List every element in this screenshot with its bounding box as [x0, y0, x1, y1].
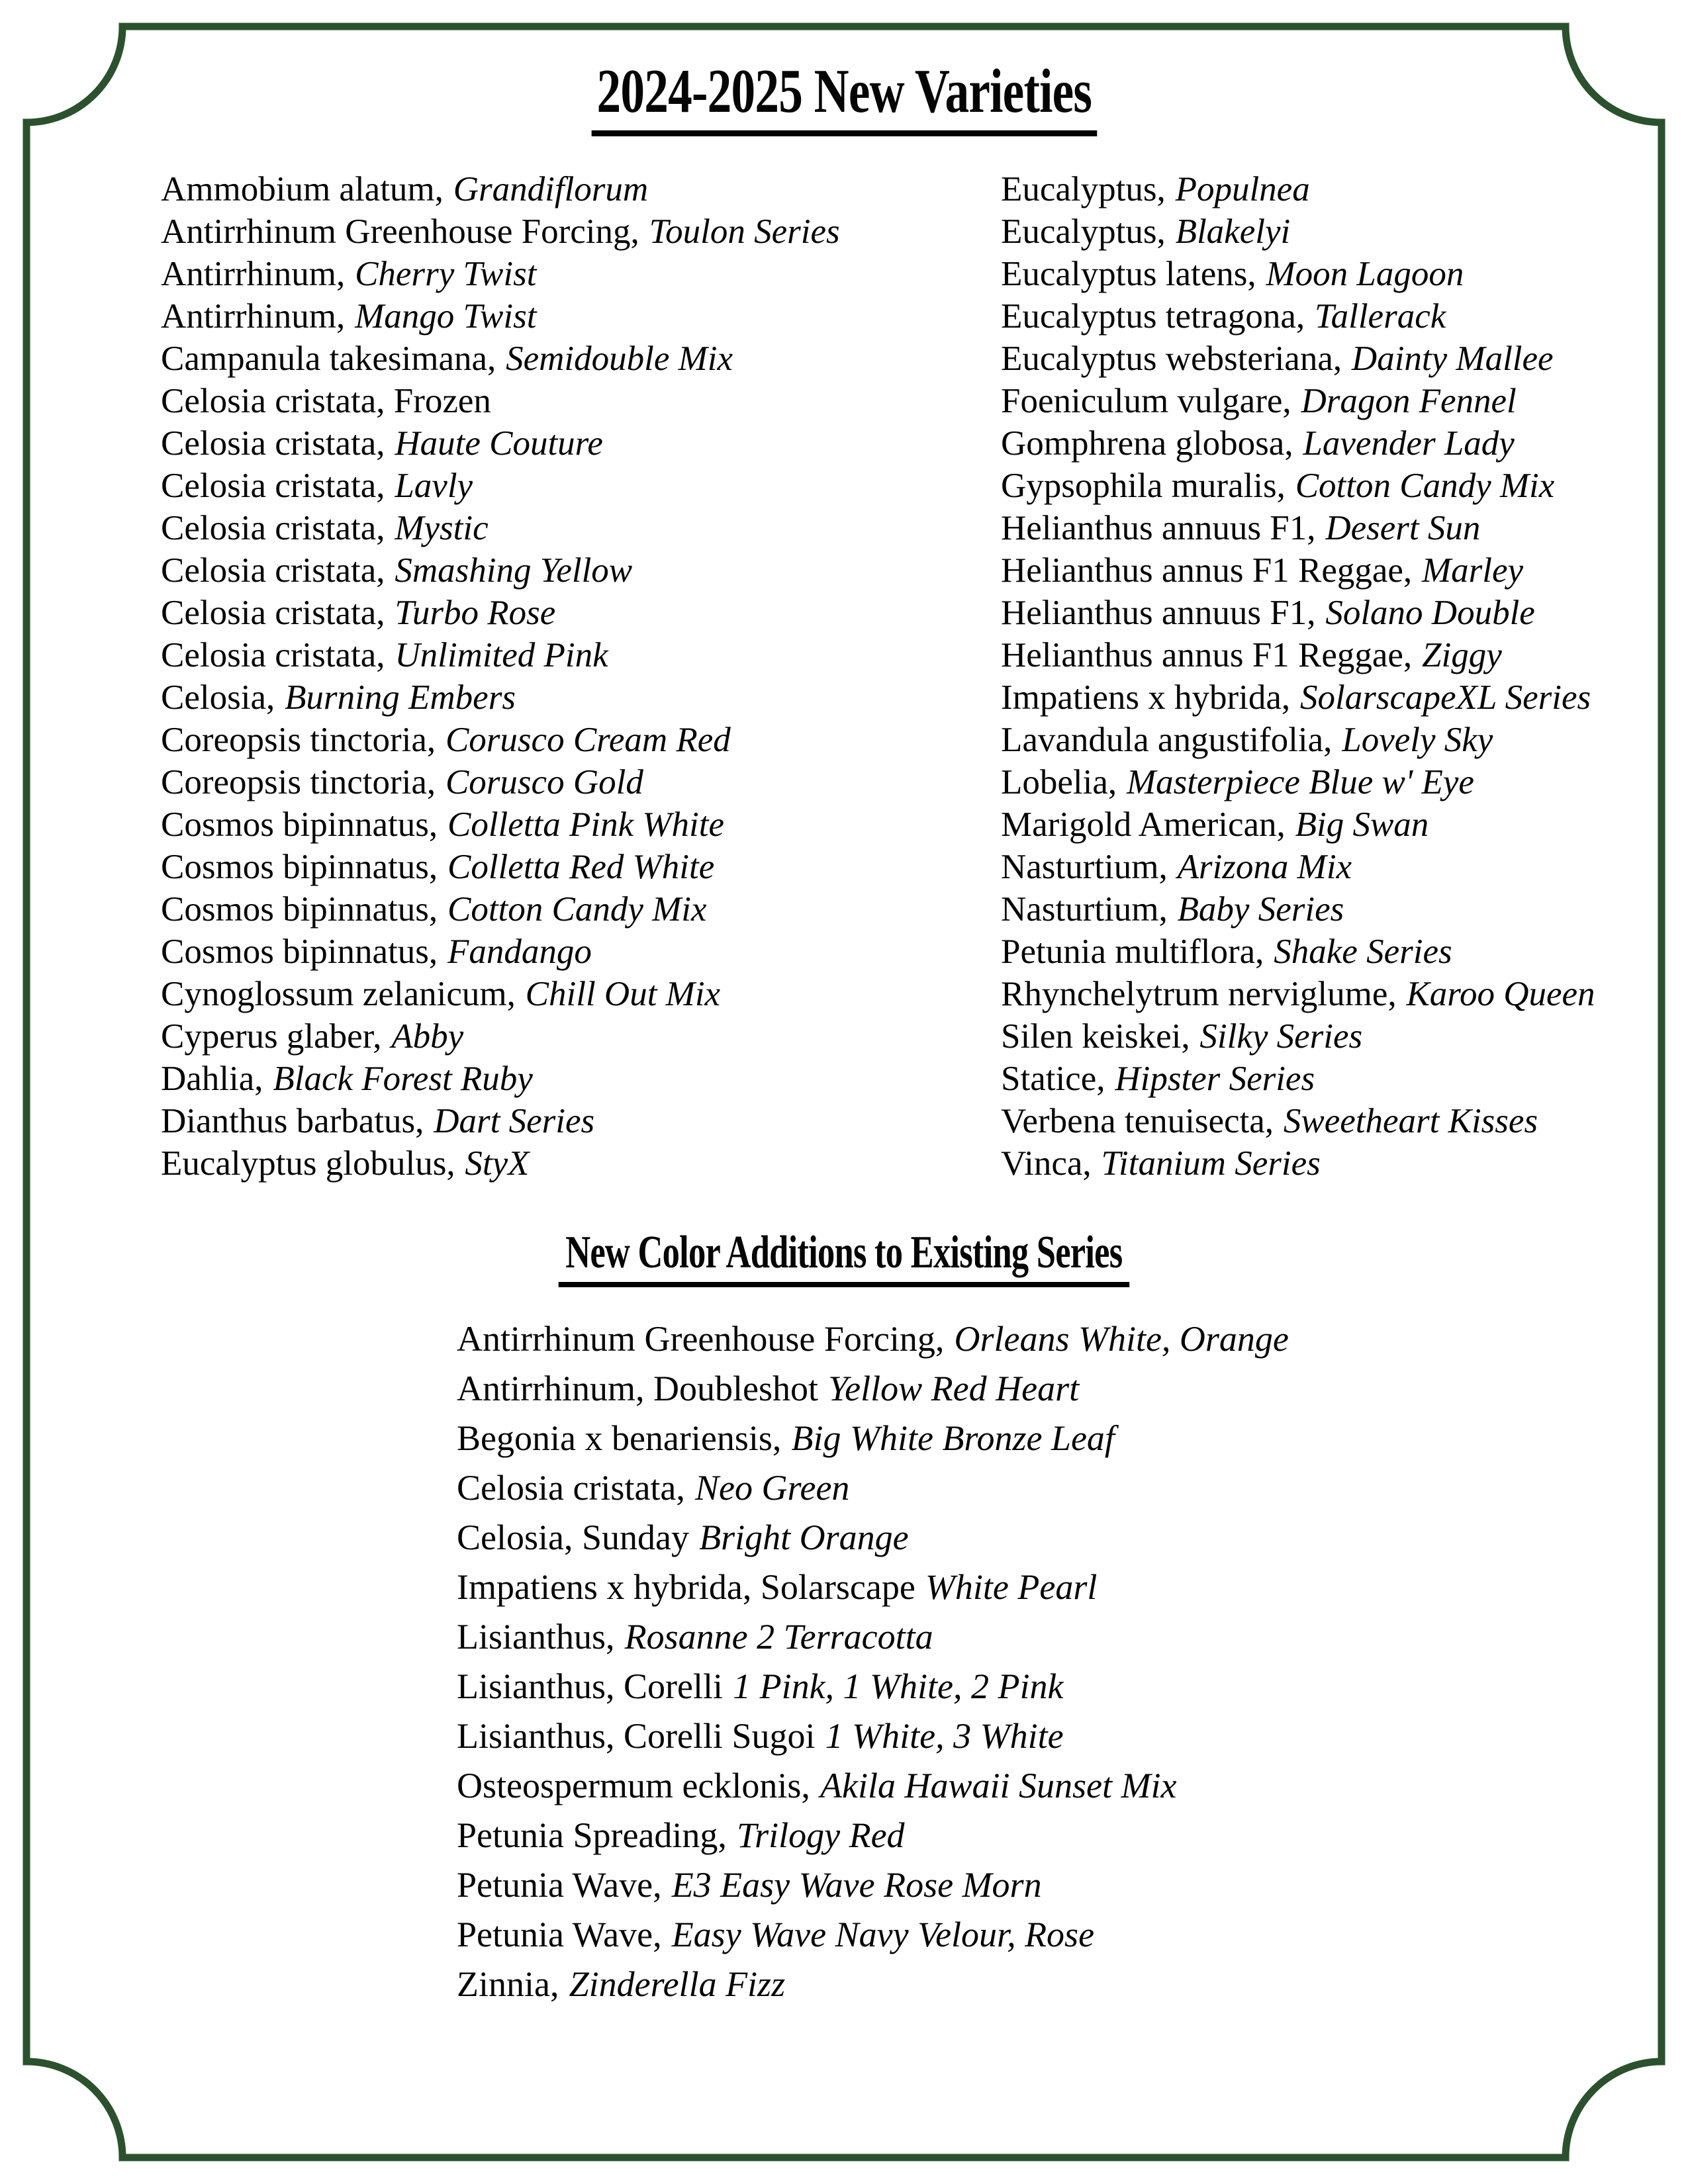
variety-name: Silky Series [1199, 1017, 1363, 1056]
list-item [161, 931, 840, 973]
list-item [1001, 888, 1595, 931]
variety-name: Zinderella Fizz [569, 1964, 786, 2004]
plant-name: Celosia cristata, [457, 1468, 685, 1508]
list-item [161, 973, 840, 1015]
plant-name: Antirrhinum, Doubleshot [457, 1369, 818, 1408]
variety-name: Grandiflorum [453, 170, 649, 208]
variety-name: Big Swan [1295, 805, 1429, 844]
variety-name: Populnea [1175, 170, 1310, 208]
list-item [1001, 803, 1595, 846]
list-item [457, 1811, 1289, 1860]
list-item [161, 1142, 840, 1185]
plant-name: Dahlia, [161, 1060, 263, 1098]
variety-name: Fandango [447, 933, 592, 971]
list-item [161, 888, 840, 931]
plant-name: Cosmos bipinnatus, [161, 848, 438, 886]
variety-name: Lavly [395, 467, 473, 505]
plant-name: Petunia Wave, [457, 1915, 662, 1954]
list-item [161, 1058, 840, 1100]
plant-name: Eucalyptus websteriana, [1001, 340, 1342, 378]
list-item [161, 676, 840, 719]
list-item [457, 1612, 1289, 1662]
plant-name: Campanula takesimana, [161, 340, 496, 378]
variety-name: Trilogy Red [737, 1815, 905, 1855]
list-item [161, 295, 840, 338]
variety-name: Easy Wave Navy Velour, Rose [671, 1915, 1095, 1954]
plant-name: Cosmos bipinnatus, [161, 805, 438, 844]
variety-name: StyX [465, 1144, 530, 1183]
list-item [457, 1662, 1289, 1711]
list-item [1001, 465, 1595, 507]
variety-name: Dainty Mallee [1351, 340, 1554, 378]
plant-name: Lisianthus, Corelli [457, 1666, 723, 1706]
plant-name: Eucalyptus tetragona, [1001, 297, 1305, 336]
variety-name: Ziggy [1422, 636, 1502, 674]
variety-name: Dart Series [434, 1102, 595, 1140]
variety-name: Orleans White, Orange [954, 1319, 1289, 1359]
list-item [161, 1100, 840, 1142]
list-item [161, 210, 840, 253]
variety-name: 1 Pink, 1 White, 2 Pink [733, 1666, 1064, 1706]
plant-name: Vinca, [1001, 1144, 1092, 1183]
variety-name: Lovely Sky [1342, 721, 1493, 759]
plant-name: Celosia cristata, [161, 467, 385, 505]
variety-name: Big White Bronze Leaf [791, 1418, 1115, 1458]
plant-name: Nasturtium, [1001, 848, 1168, 886]
plant-name: Impatiens x hybrida, Solarscape [457, 1567, 915, 1607]
list-item [1001, 338, 1595, 380]
plant-name: Lisianthus, Corelli Sugoi [457, 1716, 816, 1756]
list-item [457, 1960, 1289, 2009]
variety-name: Titanium Series [1101, 1144, 1321, 1183]
plant-name: Foeniculum vulgare, [1001, 382, 1291, 420]
variety-name: Abby [391, 1017, 464, 1056]
plant-name: Celosia, [161, 678, 275, 717]
plant-name: Celosia cristata, Frozen [161, 382, 491, 420]
variety-name: Semidouble Mix [506, 340, 733, 378]
list-item [1001, 1058, 1595, 1100]
page-title-text: 2024-2025 New Varieties [591, 57, 1096, 136]
variety-name: Bright Orange [699, 1518, 909, 1557]
list-item [1001, 507, 1595, 549]
list-item [1001, 846, 1595, 888]
list-item [161, 634, 840, 676]
plant-name: Celosia cristata, [161, 636, 385, 674]
page-title [0, 57, 1688, 136]
plant-name: Petunia Spreading, [457, 1815, 727, 1855]
list-item [457, 1860, 1289, 1910]
variety-name: Cherry Twist [355, 255, 537, 293]
new-varieties-right-column [1001, 168, 1595, 1185]
variety-name: Lavender Lady [1303, 424, 1515, 463]
variety-name: Neo Green [695, 1468, 850, 1508]
variety-name: Burning Embers [285, 678, 516, 717]
variety-name: Cotton Candy Mix [1295, 467, 1555, 505]
variety-name: Hipster Series [1115, 1060, 1315, 1098]
plant-name: Petunia Wave, [457, 1865, 662, 1905]
list-item [1001, 253, 1595, 295]
list-item [161, 338, 840, 380]
list-item [1001, 676, 1595, 719]
list-item [457, 1463, 1289, 1513]
list-item [161, 719, 840, 761]
list-item [457, 1364, 1289, 1414]
variety-name: Chill Out Mix [525, 975, 721, 1013]
color-additions-list [457, 1314, 1289, 2009]
plant-name: Antirrhinum, [161, 255, 346, 293]
plant-name: Gypsophila muralis, [1001, 467, 1286, 505]
list-item [161, 846, 840, 888]
list-item [1001, 719, 1595, 761]
list-item [1001, 422, 1595, 465]
list-item [1001, 549, 1595, 592]
variety-name: Yellow Red Heart [828, 1369, 1080, 1408]
variety-name: Masterpiece Blue w' Eye [1126, 763, 1474, 801]
plant-name: Osteospermum ecklonis, [457, 1766, 810, 1805]
variety-name: Karoo Queen [1406, 975, 1595, 1013]
plant-name: Eucalyptus globulus, [161, 1144, 455, 1183]
plant-name: Celosia cristata, [161, 509, 385, 547]
list-item [1001, 295, 1595, 338]
list-item [1001, 210, 1595, 253]
plant-name: Helianthus annuus F1, [1001, 509, 1316, 547]
plant-name: Petunia multiflora, [1001, 933, 1264, 971]
variety-name: Akila Hawaii Sunset Mix [820, 1766, 1177, 1805]
list-item [1001, 761, 1595, 803]
color-additions-heading-text: New Color Additions to Existing Series [559, 1227, 1129, 1287]
list-item [1001, 973, 1595, 1015]
variety-name: SolarscapeXL Series [1299, 678, 1591, 717]
variety-name: Smashing Yellow [395, 551, 633, 590]
list-item [161, 422, 840, 465]
list-item [161, 380, 840, 422]
new-varieties-left-column [161, 168, 840, 1185]
list-item [161, 507, 840, 549]
plant-name: Eucalyptus, [1001, 212, 1166, 251]
variety-name: White Pearl [925, 1567, 1098, 1607]
plant-name: Lavandula angustifolia, [1001, 721, 1333, 759]
list-item [1001, 380, 1595, 422]
plant-name: Lobelia, [1001, 763, 1117, 801]
list-item [161, 761, 840, 803]
list-item [1001, 634, 1595, 676]
list-item [457, 1910, 1289, 1960]
plant-name: Begonia x benariensis, [457, 1418, 782, 1458]
plant-name: Impatiens x hybrida, [1001, 678, 1291, 717]
variety-name: Dragon Fennel [1301, 382, 1517, 420]
plant-name: Celosia cristata, [161, 594, 385, 632]
plant-name: Cyperus glaber, [161, 1017, 382, 1056]
list-item [1001, 1142, 1595, 1185]
variety-name: Moon Lagoon [1266, 255, 1464, 293]
plant-name: Coreopsis tinctoria, [161, 721, 436, 759]
variety-name: Haute Couture [395, 424, 603, 463]
plant-name: Celosia cristata, [161, 551, 385, 590]
plant-name: Eucalyptus, [1001, 170, 1166, 208]
plant-name: Antirrhinum, [161, 297, 346, 336]
variety-name: Shake Series [1274, 933, 1452, 971]
plant-name: Celosia, Sunday [457, 1518, 689, 1557]
plant-name: Helianthus annus F1 Reggae, [1001, 551, 1413, 590]
variety-name: Corusco Cream Red [445, 721, 731, 759]
list-item [1001, 168, 1595, 210]
plant-name: Celosia cristata, [161, 424, 385, 463]
variety-name: Blakelyi [1175, 212, 1291, 251]
list-item [161, 549, 840, 592]
list-item [457, 1414, 1289, 1463]
variety-name: Cotton Candy Mix [447, 890, 707, 929]
plant-name: Helianthus annuus F1, [1001, 594, 1316, 632]
list-item [457, 1761, 1289, 1811]
color-additions-heading [0, 1227, 1688, 1287]
variety-name: Black Forest Ruby [273, 1060, 533, 1098]
variety-name: Sweetheart Kisses [1283, 1102, 1538, 1140]
list-item [457, 1314, 1289, 1364]
plant-name: Eucalyptus latens, [1001, 255, 1256, 293]
list-item [161, 168, 840, 210]
list-item [161, 803, 840, 846]
variety-name: 1 White, 3 White [825, 1716, 1064, 1756]
variety-name: Colletta Pink White [447, 805, 725, 844]
list-item [1001, 931, 1595, 973]
variety-name: Mango Twist [355, 297, 537, 336]
variety-name: Colletta Red White [447, 848, 715, 886]
list-item [161, 465, 840, 507]
plant-name: Silen keiskei, [1001, 1017, 1190, 1056]
plant-name: Ammobium alatum, [161, 170, 444, 208]
list-item [1001, 1015, 1595, 1058]
plant-name: Zinnia, [457, 1964, 559, 2004]
variety-name: Mystic [395, 509, 489, 547]
plant-name: Antirrhinum Greenhouse Forcing, [457, 1319, 945, 1359]
variety-name: E3 Easy Wave Rose Morn [671, 1865, 1042, 1905]
plant-name: Statice, [1001, 1060, 1105, 1098]
variety-name: Arizona Mix [1177, 848, 1352, 886]
plant-name: Gomphrena globosa, [1001, 424, 1293, 463]
variety-name: Baby Series [1177, 890, 1344, 929]
plant-name: Verbena tenuisecta, [1001, 1102, 1274, 1140]
list-item [1001, 592, 1595, 634]
plant-name: Coreopsis tinctoria, [161, 763, 436, 801]
plant-name: Antirrhinum Greenhouse Forcing, [161, 212, 639, 251]
plant-name: Cosmos bipinnatus, [161, 890, 438, 929]
plant-name: Marigold American, [1001, 805, 1286, 844]
list-item [161, 253, 840, 295]
plant-name: Rhynchelytrum nerviglume, [1001, 975, 1397, 1013]
plant-name: Cosmos bipinnatus, [161, 933, 438, 971]
list-item [1001, 1100, 1595, 1142]
variety-name: Solano Double [1325, 594, 1535, 632]
list-item [161, 592, 840, 634]
variety-name: Corusco Gold [445, 763, 643, 801]
plant-name: Dianthus barbatus, [161, 1102, 424, 1140]
plant-name: Lisianthus, [457, 1617, 615, 1657]
variety-name: Rosanne 2 Terracotta [624, 1617, 933, 1657]
variety-name: Desert Sun [1325, 509, 1481, 547]
variety-name: Turbo Rose [395, 594, 556, 632]
list-item [457, 1513, 1289, 1563]
list-item [457, 1711, 1289, 1761]
variety-name: Unlimited Pink [395, 636, 608, 674]
list-item [161, 1015, 840, 1058]
list-item [457, 1563, 1289, 1612]
variety-name: Tallerack [1315, 297, 1446, 336]
variety-name: Toulon Series [649, 212, 840, 251]
plant-name: Helianthus annus F1 Reggae, [1001, 636, 1413, 674]
plant-name: Cynoglossum zelanicum, [161, 975, 516, 1013]
variety-name: Marley [1422, 551, 1524, 590]
plant-name: Nasturtium, [1001, 890, 1168, 929]
